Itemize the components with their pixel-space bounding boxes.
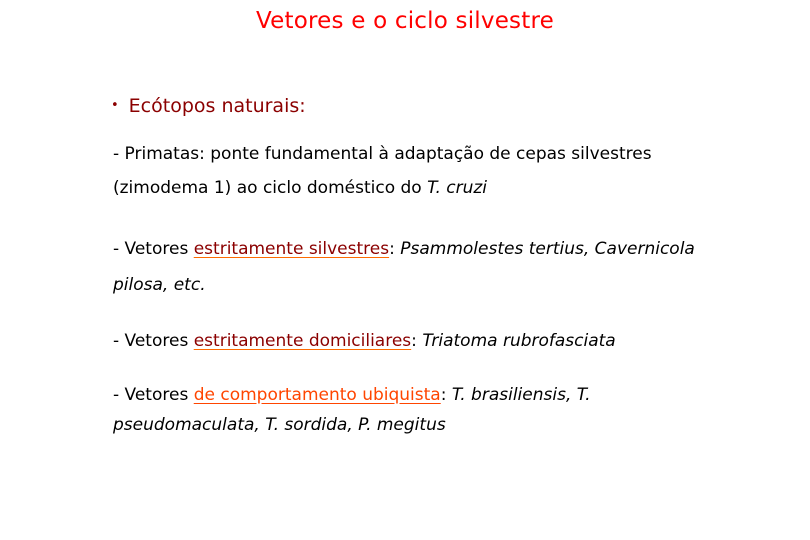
highlight-comportamento-ubiquista: de comportamento ubiquista — [193, 385, 441, 405]
paragraph-primatas-line-1: - Primatas: ponte fundamental à adaptação de cepas silvestres — [113, 144, 652, 164]
paragraph-primatas — [113, 137, 652, 205]
bullet-heading — [111, 95, 306, 117]
species-triatoma-rubrofasciata: Triatoma rubrofasciata — [422, 331, 616, 351]
bullet-marker: • — [111, 98, 119, 113]
paragraph-silvestres-line-1 — [113, 231, 695, 267]
species-list-silvestres-2: pilosa, etc. — [113, 275, 206, 295]
species-list-ubiquista-1: T. brasiliensis, T. — [451, 385, 591, 405]
paragraph-domiciliares — [113, 324, 616, 358]
paragraph-ubiquista-prefix: - Vetores — [113, 385, 194, 405]
species-list-ubiquista-2: pseudomaculata, T. sordida, P. megitus — [113, 415, 446, 435]
species-t-cruzi: T. cruzi — [427, 178, 488, 198]
paragraph-silvestres-colon: : — [389, 239, 401, 259]
slide-title: Vetores e o ciclo silvestre — [256, 8, 554, 34]
bullet-heading-text: Ecótopos naturais: — [128, 95, 306, 117]
paragraph-primatas-line-2 — [113, 171, 652, 205]
paragraph-ubiquista-colon: : — [440, 385, 452, 405]
highlight-estritamente-silvestres: estritamente silvestres — [193, 239, 390, 259]
paragraph-domiciliares-prefix: - Vetores — [113, 331, 194, 351]
paragraph-ubiquista — [113, 380, 591, 440]
paragraph-domiciliares-colon: : — [411, 331, 423, 351]
paragraph-silvestres-prefix: - Vetores — [113, 239, 194, 259]
paragraph-ubiquista-line-1 — [113, 380, 591, 410]
highlight-estritamente-domiciliares: estritamente domiciliares — [193, 331, 412, 351]
paragraph-primatas-text: (zimodema 1) ao ciclo doméstico do — [113, 178, 428, 198]
species-list-silvestres-1: Psammolestes tertius, Cavernicola — [400, 239, 695, 259]
paragraph-silvestres — [113, 231, 695, 303]
